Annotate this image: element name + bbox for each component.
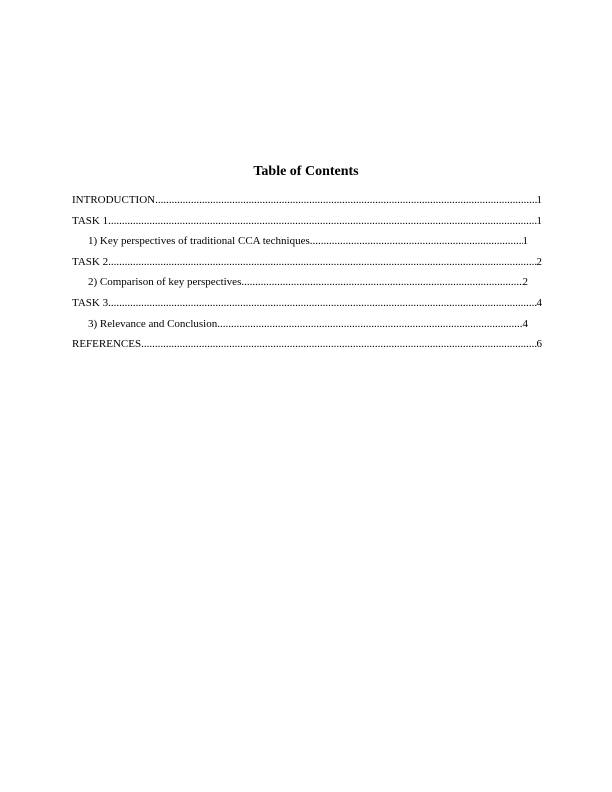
toc-entry-relevance-conclusion[interactable] xyxy=(72,317,542,338)
toc-entry-comparison[interactable] xyxy=(72,275,542,296)
toc-entry-page-number: 4 xyxy=(536,296,542,309)
toc-entry-label: 1) Key perspectives of traditional CCA techniques xyxy=(88,235,310,248)
dot-leader xyxy=(241,275,522,289)
toc-entry-task-1[interactable] xyxy=(72,214,542,235)
toc-entry-page-number: 1 xyxy=(536,194,542,206)
toc-entry-task-3[interactable] xyxy=(72,296,542,317)
dot-leader xyxy=(108,214,536,228)
toc-entry-introduction[interactable] xyxy=(72,193,542,214)
toc-entry-page-number: 1 xyxy=(536,214,542,227)
toc-entry-label: REFERENCES xyxy=(72,338,142,351)
dot-leader xyxy=(141,337,536,351)
toc-entry-references[interactable] xyxy=(72,337,542,358)
dot-leader xyxy=(155,193,536,207)
toc-entry-page-number: 6 xyxy=(536,338,542,351)
toc-entry-label: TASK 1 xyxy=(72,214,109,227)
dot-leader xyxy=(310,234,523,248)
toc-entry-label: TASK 2 xyxy=(72,255,109,268)
table-of-contents xyxy=(72,193,542,358)
toc-title: Table of Contents xyxy=(253,164,359,179)
toc-entry-page-number: 2 xyxy=(536,255,542,268)
dot-leader xyxy=(217,317,522,331)
toc-entry-label: TASK 3 xyxy=(72,296,109,309)
toc-entry-key-perspectives[interactable] xyxy=(72,234,542,255)
toc-entry-page-number: 1 xyxy=(522,235,528,248)
toc-entry-page-number: 4 xyxy=(522,317,528,330)
toc-entry-page-number: 2 xyxy=(522,276,528,289)
toc-entry-label: 3) Relevance and Conclusion xyxy=(88,317,218,330)
toc-entry-label: 2) Comparison of key perspectives xyxy=(88,276,242,289)
toc-entry-task-2[interactable] xyxy=(72,255,542,276)
toc-entry-label: INTRODUCTION xyxy=(72,194,156,206)
dot-leader xyxy=(108,255,536,269)
dot-leader xyxy=(108,296,536,310)
